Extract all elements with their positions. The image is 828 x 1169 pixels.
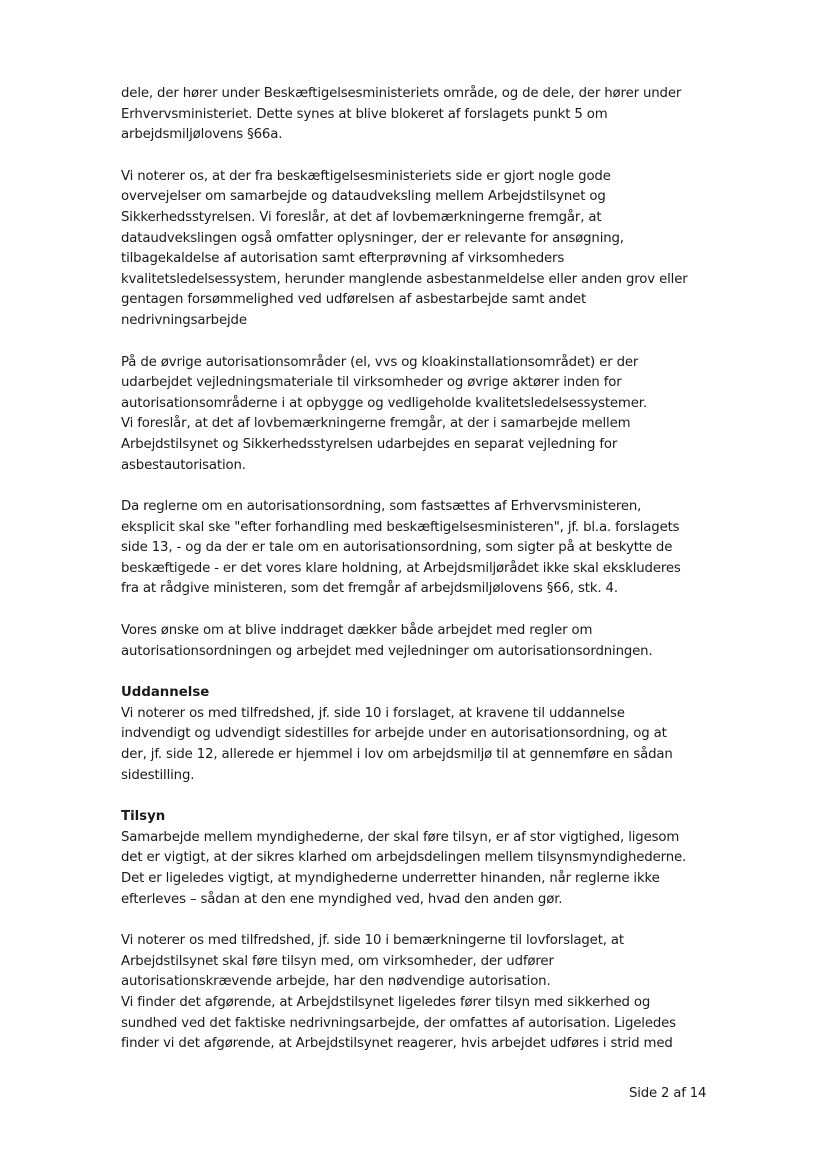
text-line: Vi finder det afgørende, at Arbejdstilsynet ligeledes fører tilsyn med sikkerhed og <box>121 994 651 1010</box>
text-line: Vi noterer os, at der fra beskæftigelsesministeriets side er gjort nogle gode <box>121 168 611 184</box>
text-line: arbejdsmiljølovens §66a. <box>121 127 283 143</box>
section-heading: Uddannelse <box>121 685 210 701</box>
text-line: autorisationsområderne i at opbygge og vedligeholde kvalitetsledelsessystemer. <box>121 395 647 411</box>
text-line: asbestautorisation. <box>121 457 246 473</box>
text-line: indvendigt og udvendigt sidestilles for arbejde under en autorisationsordning, og at <box>121 726 667 742</box>
text-line: På de øvrige autorisationsområder (el, vvs og kloakinstallationsområdet) er der <box>121 354 639 370</box>
text-line: Arbejdstilsynet og Sikkerhedsstyrelsen udarbejdes en separat vejledning for <box>121 436 618 452</box>
text-line: udarbejdet vejledningsmateriale til virksomheder og øvrige aktører inden for <box>121 375 622 391</box>
section <box>121 683 721 786</box>
text-line: Erhvervsministeriet. Dette synes at blive blokeret af forslagets punkt 5 om <box>121 106 608 122</box>
text-line: beskæftigede - er det vores klare holdning, at Arbejdsmiljørådet ikke skal ekskluderes <box>121 560 681 576</box>
text-line: side 13, - og da der er tale om en autorisationsordning, som sigter på at beskytte de <box>121 540 673 556</box>
text-line: eksplicit skal ske "efter forhandling med beskæftigelsesministeren", jf. bl.a. forslagets <box>121 519 680 535</box>
document-body <box>121 84 721 1076</box>
paragraph <box>121 353 721 477</box>
text-line: autorisationskrævende arbejde, har den nødvendige autorisation. <box>121 974 551 990</box>
text-line: dataudvekslingen også omfatter oplysninger, der er relevante for ansøgning, <box>121 230 624 246</box>
text-line: efterleves – sådan at den ene myndighed ved, hvad den anden gør. <box>121 891 563 907</box>
text-line: finder vi det afgørende, at Arbejdstilsynet reagerer, hvis arbejdet udføres i strid med <box>121 1036 673 1052</box>
paragraph <box>121 167 721 332</box>
text-line: Vi noterer os med tilfredshed, jf. side 10 i bemærkningerne til lovforslaget, at <box>121 933 624 949</box>
section-heading: Tilsyn <box>121 809 166 825</box>
text-line: fra at rådgive ministeren, som det fremgår af arbejdsmiljølovens §66, stk. 4. <box>121 581 618 597</box>
page-number: Side 2 af 14 <box>629 1086 707 1101</box>
text-line: det er vigtigt, at der sikres klarhed om arbejdsdelingen mellem tilsynsmyndighederne. <box>121 850 687 866</box>
text-line: autorisationsordningen og arbejdet med vejledninger om autorisationsordningen. <box>121 643 653 659</box>
text-line: der, jf. side 12, allerede er hjemmel i lov om arbejdsmiljø til at gennemføre en sådan <box>121 747 673 763</box>
text-line: Vi noterer os med tilfredshed, jf. side 10 i forslaget, at kravene til uddannelse <box>121 705 625 721</box>
section <box>121 807 721 910</box>
text-line: Da reglerne om en autorisationsordning, som fastsættes af Erhvervsministeren, <box>121 499 642 515</box>
text-line: dele, der hører under Beskæftigelsesministeriets område, og de dele, der hører under <box>121 86 682 101</box>
text-line: overvejelser om samarbejde og dataudveksling mellem Arbejdstilsynet og <box>121 189 606 205</box>
paragraph <box>121 621 721 662</box>
text-line: tilbagekaldelse af autorisation samt efterprøvning af virksomheders <box>121 251 565 267</box>
text-line: sundhed ved det faktiske nedrivningsarbejde, der omfattes af autorisation. Ligeledes <box>121 1015 676 1031</box>
text-line: sidestilling. <box>121 767 195 783</box>
text-line: Arbejdstilsynet skal føre tilsyn med, om virksomheder, der udfører <box>121 953 554 969</box>
text-line: Vi foreslår, at det af lovbemærkningerne fremgår, at der i samarbejde mellem <box>121 416 631 432</box>
paragraph <box>121 497 721 600</box>
text-line: Det er ligeledes vigtigt, at myndighederne underretter hinanden, når reglerne ikke <box>121 871 660 886</box>
text-line: kvalitetsledelsessystem, herunder manglende asbestanmeldelse eller anden grov eller <box>121 271 688 287</box>
text-line: Sikkerhedsstyrelsen. Vi foreslår, at det af lovbemærkningerne fremgår, at <box>121 209 602 225</box>
text-line: Vores ønske om at blive inddraget dækker både arbejdet med regler om <box>121 623 593 639</box>
paragraph <box>121 84 721 146</box>
text-line: gentagen forsømmelighed ved udførelsen af asbestarbejde samt andet <box>121 292 587 308</box>
text-line: Samarbejde mellem myndighederne, der skal føre tilsyn, er af stor vigtighed, ligesom <box>121 829 680 845</box>
text-line: nedrivningsarbejde <box>121 312 247 328</box>
paragraph <box>121 931 721 1055</box>
